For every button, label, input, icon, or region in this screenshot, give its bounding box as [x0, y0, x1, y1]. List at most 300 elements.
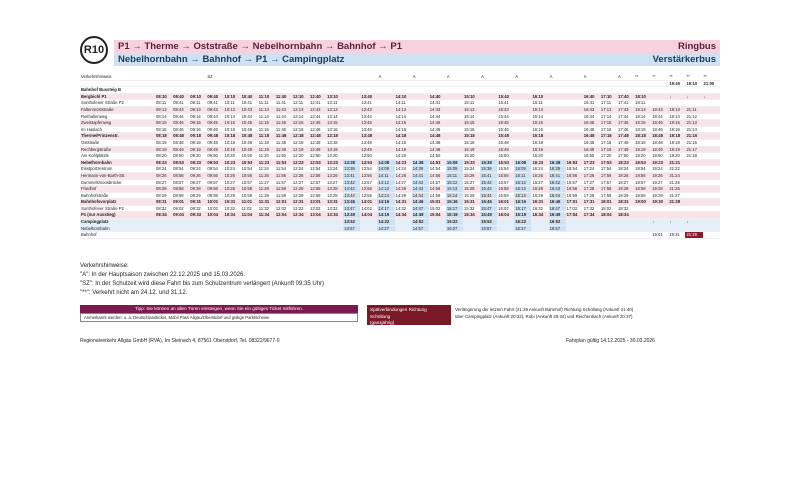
departure-time [703, 166, 720, 173]
departure-time: 17:29 [583, 192, 600, 199]
departure-time: 13:20 [326, 153, 343, 160]
departure-time: 16:18 [531, 133, 548, 140]
departure-time [446, 133, 463, 140]
departure-time [703, 120, 720, 127]
departure-time: 14:57 [429, 179, 446, 186]
departure-time: 12:23 [292, 159, 309, 166]
header-cell: A [583, 74, 600, 80]
departure-time: 16:54 [566, 166, 583, 173]
departure-time: 16:32 [531, 205, 548, 212]
departure-time [155, 219, 172, 226]
departure-time: 15:42 [480, 179, 497, 186]
departure-time: 18:26 [617, 172, 634, 179]
departure-time: 17:41 [617, 100, 634, 107]
departure-time: 12:18 [292, 133, 309, 140]
departure-time: 16:53 [566, 159, 583, 166]
departure-time [685, 87, 702, 94]
departure-time: 16:19 [514, 212, 531, 219]
departure-time: 13:52 [343, 219, 360, 226]
departure-time: 11:01 [241, 199, 258, 206]
departure-time: 18:56 [634, 172, 651, 179]
departure-time: 08:20 [155, 153, 172, 160]
tip-text: Tipp: Sie können an allen Türen einsteigen, wenn Sie ein gültiges Ticket mitführen. [80, 305, 358, 313]
departure-time [514, 80, 531, 87]
departure-time: 18:53 [634, 159, 651, 166]
departure-time: 21:14 [685, 126, 702, 133]
departure-time: 19:18 [668, 139, 685, 146]
departure-time: 17:23 [583, 159, 600, 166]
departure-time: 17:53 [600, 159, 617, 166]
departure-time: 12:41 [309, 100, 326, 107]
departure-time: 09:50 [206, 153, 223, 160]
timetable-row [80, 153, 720, 160]
departure-time [343, 126, 360, 133]
departure-time: 14:39 [412, 166, 429, 173]
departure-time: 09:14 [189, 113, 206, 120]
departure-time: 17:02 [566, 205, 583, 212]
departure-time: 17:28 [583, 186, 600, 193]
departure-time [703, 153, 720, 160]
departure-time: 10:04 [206, 212, 223, 219]
departure-time: 08:14 [155, 113, 172, 120]
departure-time [480, 87, 497, 94]
departure-time [651, 93, 668, 100]
departure-time: 14:10 [395, 93, 412, 100]
departure-time: 16:14 [531, 113, 548, 120]
departure-time: 11:10 [258, 93, 275, 100]
departure-time [241, 232, 258, 239]
departure-time [223, 87, 240, 94]
departure-time [258, 219, 275, 226]
departure-time: 17:01 [566, 199, 583, 206]
departure-time: 19:40 [668, 80, 685, 87]
departure-time: 15:13 [463, 106, 480, 113]
departure-time: 18:59 [634, 192, 651, 199]
departure-time: 09:13 [189, 106, 206, 113]
departure-time: 14:42 [412, 179, 429, 186]
departure-time: 18:04 [600, 212, 617, 219]
departure-time: 17:34 [583, 212, 600, 219]
departure-time: 09:27 [189, 179, 206, 186]
departure-time: 18:44 [651, 113, 668, 120]
departure-time: 16:47 [549, 205, 566, 212]
header-cell: ** [668, 74, 685, 80]
departure-time: 15:26 [463, 172, 480, 179]
departure-time: 19:18 [668, 133, 685, 140]
departure-time: 08:48 [172, 133, 189, 140]
departure-time [617, 80, 634, 87]
departure-time [531, 80, 548, 87]
departure-time: 12:10 [292, 93, 309, 100]
departure-time: 18:57 [634, 179, 651, 186]
departure-time: 14:45 [429, 120, 446, 127]
departure-time [343, 120, 360, 127]
departure-time: 08:45 [172, 120, 189, 127]
departure-time [343, 146, 360, 153]
departure-time [343, 106, 360, 113]
departure-time: 15:54 [497, 166, 514, 173]
departure-time [703, 232, 720, 239]
departure-time [514, 120, 531, 127]
departure-time: 08:11 [155, 100, 172, 107]
departure-time [549, 146, 566, 153]
departure-time: 10:28 [223, 186, 240, 193]
departure-time [566, 106, 583, 113]
departure-time: 13:44 [360, 113, 377, 120]
departure-time: 17:50 [617, 153, 634, 160]
departure-time: 17:26 [583, 172, 600, 179]
departure-time [172, 87, 189, 94]
departure-time: 16:16 [531, 126, 548, 133]
stop-name: Faltenmoststraße [80, 106, 155, 113]
departure-time [685, 205, 702, 212]
stop-name: Sonthofener Straße P2 [80, 100, 155, 107]
validity-period: Fahrplan gültig 14.12.2025 - 30.03.2026 [566, 338, 655, 344]
stop-name: Im Haslach [80, 126, 155, 133]
departure-time: 10:18 [223, 139, 240, 146]
departure-time [566, 93, 583, 100]
departure-time [549, 87, 566, 94]
departure-time: 12:59 [309, 192, 326, 199]
departure-time: 18:48 [651, 133, 668, 140]
departure-time: 17:20 [600, 153, 617, 160]
departure-time: 13:44 [343, 192, 360, 199]
departure-time: 10:54 [241, 166, 258, 173]
timetable-row [80, 146, 720, 153]
departure-time: 17:45 [617, 120, 634, 127]
route-band-ringbus [114, 40, 720, 53]
departure-time [446, 126, 463, 133]
timetable-row [80, 232, 720, 239]
departure-time [566, 225, 583, 232]
departure-time: 15:57 [497, 179, 514, 186]
departure-time [480, 106, 497, 113]
timetable-row [80, 166, 720, 173]
departure-time: 18:50 [651, 153, 668, 160]
departure-time: 10:18 [223, 133, 240, 140]
departure-time [429, 232, 446, 239]
departure-time: 14:49 [412, 212, 429, 219]
departure-time: 10:13 [223, 106, 240, 113]
departure-time: 13:32 [326, 205, 343, 212]
route-type-2: Verstärkerbus [652, 54, 716, 65]
departure-time: 14:46 [429, 126, 446, 133]
departure-time: 09:02 [172, 205, 189, 212]
departure-time: 16:23 [531, 159, 548, 166]
departure-time: 16:24 [531, 166, 548, 173]
departure-time [377, 87, 394, 94]
departure-time [685, 166, 702, 173]
departure-time [480, 80, 497, 87]
departure-time: 08:18 [155, 133, 172, 140]
departure-time: 16:27 [531, 179, 548, 186]
departure-time: 09:57 [206, 179, 223, 186]
departure-time [206, 232, 223, 239]
departure-time: 12:58 [309, 186, 326, 193]
departure-time [685, 212, 702, 219]
departure-time [360, 225, 377, 232]
stop-name: Bahnhofsvorplatz [80, 199, 155, 206]
departure-time: 16:02 [497, 205, 514, 212]
departure-time: 18:18 [634, 139, 651, 146]
stop-name: P1 (nur Ausstieg) [80, 212, 155, 219]
departure-time: 08:27 [155, 179, 172, 186]
departure-time: 12:27 [292, 179, 309, 186]
departure-time: 13:46 [360, 126, 377, 133]
departure-time: 09:46 [206, 126, 223, 133]
departure-time: 11:34 [258, 212, 275, 219]
route-type-1: Ringbus [678, 41, 716, 52]
departure-time [206, 225, 223, 232]
operator-address: Regionalverkehr Allgäu GmbH (RVA), Im Steinach 4, 87561 Oberstdorf, Tel. 08322/9677-0 [80, 338, 280, 344]
departure-time: 15:41 [480, 172, 497, 179]
departure-time [566, 80, 583, 87]
departure-time: 10:10 [223, 93, 240, 100]
stop-name: Nebelhornbahn [80, 159, 155, 166]
departure-time: 09:01 [172, 199, 189, 206]
departure-time [155, 80, 172, 87]
departure-time: ↓ [651, 219, 668, 226]
header-cell: A [446, 74, 463, 80]
departure-time: 08:48 [172, 139, 189, 146]
stop-name: Bahnhofstraße [80, 192, 155, 199]
departure-time: 18:34 [617, 212, 634, 219]
departure-time: 16:46 [549, 199, 566, 206]
departure-time: 19:27 [651, 179, 668, 186]
departure-time [685, 179, 702, 186]
departure-time [223, 225, 240, 232]
departure-time [412, 139, 429, 146]
departure-time: 17:59 [600, 192, 617, 199]
departure-time [685, 225, 702, 232]
notes-title: Verkehrshinweise: [80, 263, 129, 269]
departure-time: 08:15 [155, 120, 172, 127]
departure-time: 11:14 [258, 113, 275, 120]
departure-time: 15:27 [446, 225, 463, 232]
departure-time: 11:53 [275, 159, 292, 166]
departure-time [514, 139, 531, 146]
departure-time: 09:23 [189, 159, 206, 166]
departure-time [600, 225, 617, 232]
departure-time: 18:11 [634, 100, 651, 107]
departure-time: 18:28 [617, 186, 634, 193]
departure-time: 09:44 [206, 113, 223, 120]
stop-name: Rechbergstraße [80, 146, 155, 153]
departure-time: ↓ [668, 219, 685, 226]
departure-time: 14:32 [395, 205, 412, 212]
departure-time [292, 225, 309, 232]
departure-time: 14:28 [395, 186, 412, 193]
departure-time: 09:15 [189, 120, 206, 127]
departure-time: 11:45 [275, 120, 292, 127]
departure-time: 17:11 [600, 100, 617, 107]
departure-time [377, 100, 394, 107]
departure-time [634, 212, 651, 219]
departure-time: 13:01 [309, 199, 326, 206]
departure-time [360, 87, 377, 94]
departure-time: 12:19 [292, 146, 309, 153]
departure-time: 18:02 [600, 205, 617, 212]
departure-time: 16:15 [531, 120, 548, 127]
departure-time: 10:32 [223, 205, 240, 212]
departure-time: 09:58 [206, 186, 223, 193]
departure-time: 14:57 [412, 225, 429, 232]
departure-time: 17:58 [600, 186, 617, 193]
header-cell: A [617, 74, 634, 80]
departure-time: 14:24 [395, 166, 412, 173]
departure-time: 14:40 [429, 93, 446, 100]
departure-time: 13:57 [360, 179, 377, 186]
departure-time: 13:27 [326, 179, 343, 186]
extension-line-2: über Campingplatz (Ankunft 20:32), Rubi (Ankunft 20:34) und Reichenbach (Ankunft 20:37) [455, 314, 633, 319]
departure-time: 09:29 [189, 192, 206, 199]
departure-time [189, 87, 206, 94]
departure-time: 16:57 [549, 225, 566, 232]
departure-time [172, 80, 189, 87]
departure-time: 10:29 [223, 192, 240, 199]
departure-time [497, 232, 514, 239]
departure-time: 16:38 [549, 159, 566, 166]
extension-info [455, 306, 633, 320]
departure-time: 14:53 [429, 159, 446, 166]
departure-time: 13:23 [326, 159, 343, 166]
departure-time: 14:56 [429, 172, 446, 179]
departure-time: 14:43 [429, 106, 446, 113]
departure-time: 14:31 [395, 199, 412, 206]
departure-time [583, 232, 600, 239]
timetable [80, 74, 720, 239]
departure-time [377, 232, 394, 239]
departure-time: 15:23 [463, 159, 480, 166]
departure-time: 11:59 [275, 192, 292, 199]
departure-time: 15:47 [480, 205, 497, 212]
stop-name: Bergbichl P1 [80, 93, 155, 100]
departure-time [343, 139, 360, 146]
header-cell: SZ [206, 74, 223, 80]
departure-time [258, 225, 275, 232]
departure-time: 08:24 [155, 166, 172, 173]
departure-time [206, 219, 223, 226]
departure-time [514, 133, 531, 140]
departure-time [549, 93, 566, 100]
departure-time: 11:23 [258, 159, 275, 166]
departure-time: 08:46 [172, 126, 189, 133]
departure-time: 21:27 [668, 192, 685, 199]
departure-time: 14:08 [377, 159, 394, 166]
departure-time: 09:45 [206, 120, 223, 127]
departure-time: 11:18 [258, 139, 275, 146]
departure-time [463, 232, 480, 239]
departure-time [377, 80, 394, 87]
departure-time: 19:16 [668, 126, 685, 133]
departure-time: 09:49 [206, 146, 223, 153]
timetable-row [80, 106, 720, 113]
departure-time: 13:41 [360, 100, 377, 107]
departure-time: 15:11 [463, 100, 480, 107]
departure-time [446, 80, 463, 87]
departure-time [583, 87, 600, 94]
departure-time [651, 87, 668, 94]
departure-time: 21:24 [668, 172, 685, 179]
departure-time: 14:13 [395, 106, 412, 113]
departure-time: 12:49 [309, 146, 326, 153]
departure-time: 18:10 [634, 93, 651, 100]
departure-time [651, 212, 668, 219]
departure-time [446, 113, 463, 120]
departure-time: 14:38 [412, 159, 429, 166]
departure-time: 14:50 [429, 153, 446, 160]
departure-time [480, 100, 497, 107]
departure-time: 12:29 [292, 192, 309, 199]
departure-time: 19:31 [668, 232, 685, 239]
departure-time: 09:40 [206, 93, 223, 100]
timetable-row [80, 159, 720, 166]
departure-time: 09:32 [189, 205, 206, 212]
departure-time: 10:45 [241, 120, 258, 127]
departure-time [703, 87, 720, 94]
departure-time: 13:41 [343, 172, 360, 179]
header-cell: A [549, 74, 566, 80]
departure-time: 18:16 [634, 126, 651, 133]
departure-time: 13:29 [326, 192, 343, 199]
departure-time: 16:27 [514, 225, 531, 232]
departure-time: 18:46 [651, 126, 668, 133]
departure-time [395, 232, 412, 239]
departure-time [703, 133, 720, 140]
departure-time: 21:28 [668, 199, 685, 206]
departure-time: 18:32 [617, 205, 634, 212]
departure-time: 15:14 [463, 113, 480, 120]
departure-time: 17:10 [600, 93, 617, 100]
departure-time: 15:48 [497, 139, 514, 146]
departure-time [446, 139, 463, 146]
departure-time: 18:23 [617, 159, 634, 166]
departure-time: 15:48 [497, 133, 514, 140]
departure-time: 14:11 [377, 172, 394, 179]
departure-time: 14:23 [395, 159, 412, 166]
departure-time [480, 146, 497, 153]
departure-time [480, 93, 497, 100]
departure-time: 14:44 [429, 113, 446, 120]
departure-time [412, 106, 429, 113]
departure-time: 10:40 [241, 93, 258, 100]
departure-time [412, 146, 429, 153]
departure-time [497, 80, 514, 87]
departure-time [703, 205, 720, 212]
departure-time: 17:19 [600, 146, 617, 153]
departure-time [514, 113, 531, 120]
departure-time [377, 153, 394, 160]
departure-time: 12:16 [292, 126, 309, 133]
departure-time [566, 133, 583, 140]
departure-time [223, 219, 240, 226]
departure-time: 15:15 [463, 120, 480, 127]
departure-time [343, 80, 360, 87]
timetable-row [80, 133, 720, 140]
departure-time [480, 153, 497, 160]
departure-time [446, 120, 463, 127]
departure-time: 15:57 [480, 225, 497, 232]
departure-time: 12:01 [275, 199, 292, 206]
departure-time: 11:50 [275, 153, 292, 160]
departure-time [343, 153, 360, 160]
departure-time: 10:59 [241, 192, 258, 199]
departure-time: ↓ [685, 93, 702, 100]
departure-time: 12:56 [309, 172, 326, 179]
departure-time: 19:19 [668, 146, 685, 153]
departure-time: 14:48 [429, 139, 446, 146]
departure-time: 08:43 [172, 106, 189, 113]
